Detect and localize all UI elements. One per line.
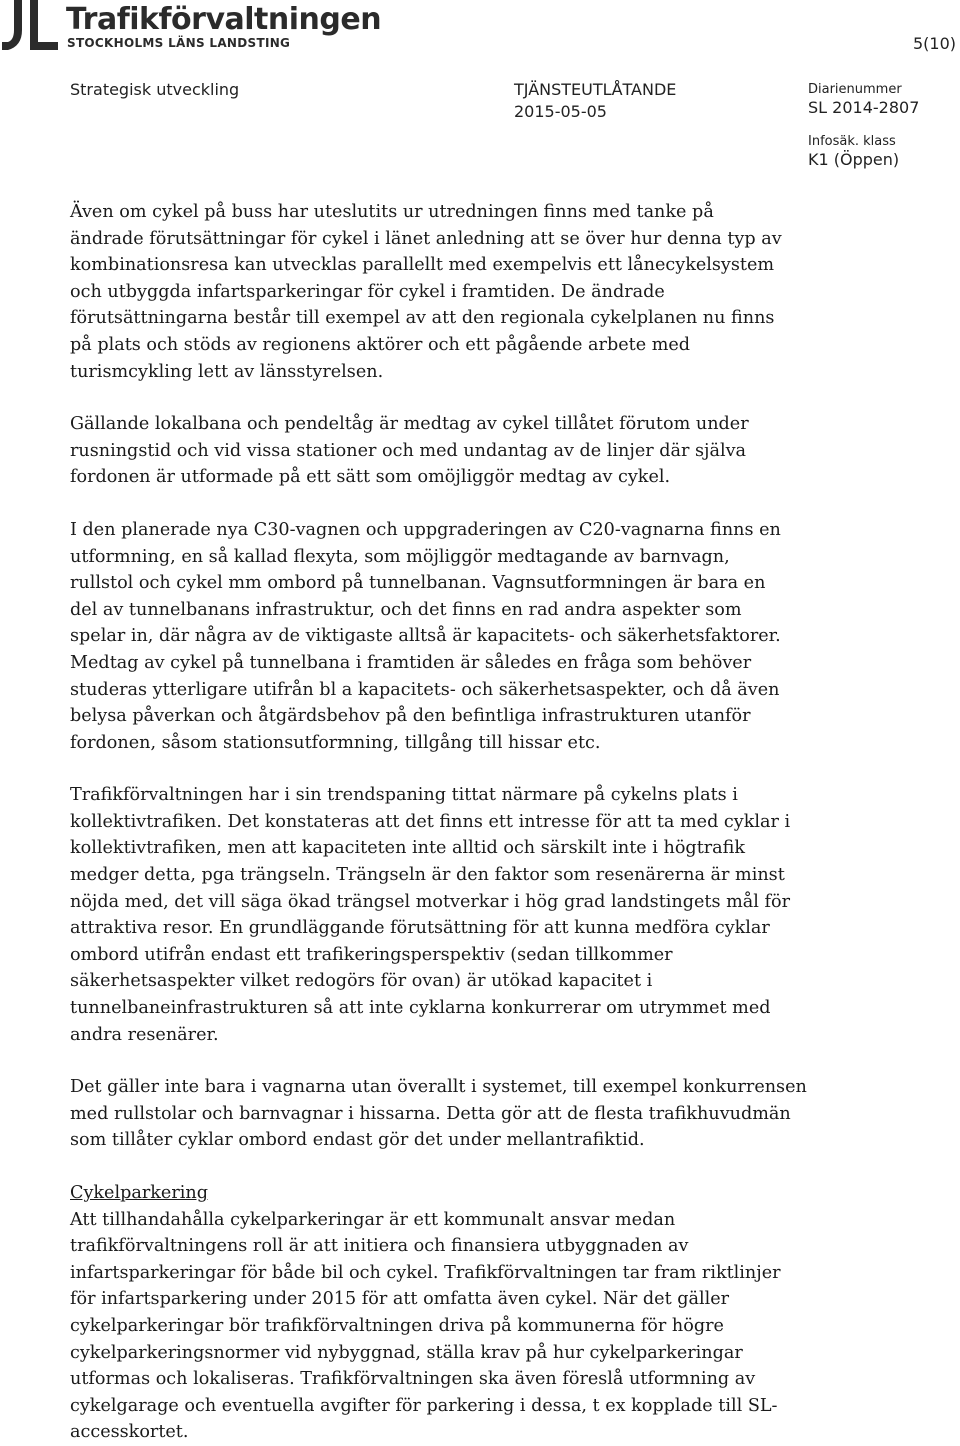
org-logo (0, 0, 382, 56)
document-body (70, 199, 830, 1446)
infosak-label: Infosäk. klass (808, 134, 896, 149)
org-subtitle: STOCKHOLMS LÄNS LANDSTING (67, 36, 291, 50)
section-cykelparkering (70, 1180, 830, 1446)
diarie-number: SL 2014-2807 (808, 98, 920, 117)
paragraph-cykel-buss: Även om cykel på buss har uteslutits ur utredningen finns med tanke på ändrade förutsättningar för cykel i länet anledning att se över hur denna typ av kombinationsresa kan utvecklas parallellt med exempelvis ett lånecykelsystem och utbyggda infartsparkeringar för cykel i framtiden. De ändrade förutsättningarna består till exempel av att den regionala cykelplanen nu finns på plats och stöds av regionens aktörer och ett pågående arbete med turismcykling lett av länsstyrelsen. (70, 202, 782, 382)
paragraph-cykelparkering: Att tillhandahålla cykelparkeringar är ett kommunalt ansvar medan trafikförvaltningens roll är att initiera och finansiera utbyggnaden av infartsparkeringar för både bil och cykel. Trafikförvaltningen tar fram riktlinjer för infartsparkering under 2015 för att omfatta även cykel. När det gäller cykelparkeringar bör trafikförvaltningen driva på kommunerna för högre cykelparkeringsnormer vid nybyggnad, ställa krav på hur cykelparkeringar utformas och lokaliseras. Trafikförvaltningen ska även föreslå utformning av cykelgarage och eventuella avgifter för parkering i dessa, t ex kopplade till SL- accesskortet. (70, 1209, 781, 1443)
department: Strategisk utveckling (70, 80, 240, 99)
page-number: 5(10) (912, 34, 956, 53)
paragraph-trendspaning: Trafikförvaltningen har i sin trendspaning tittat närmare på cykelns plats i kollektivtrafiken. Det konstateras att det finns ett intresse för att ta med cyklar i kollektivtrafiken, men att kapaciteten inte alltid och särskilt inte i högtrafik medger detta, pga trängseln. Trängseln är den faktor som resenärerna är minst nöjda med, det vill säga ökad trängsel motverkar i hög grad landstingets mål för attraktiva resor. En grundläggande förutsättning för att kunna medföra cyklar ombord utifrån endast ett trafikeringsperspektiv (sedan tillkommer säkerhetsaspekter vilket redogörs för ovan) är utökad kapacitet i tunnelbaneinfrastrukturen så att inte cyklarna konkurrerar om utrymmet med andra resenärer. (70, 785, 791, 1045)
paragraph-lokalbana: Gällande lokalbana och pendeltåg är medtag av cykel tillåtet förutom under rusningstid och vid vissa stationer och med undantag av de linjer där själva fordonen är utformade på ett sätt som omöjliggör medtag av cykel. (70, 414, 749, 488)
section-title: Cykelparkering (70, 1183, 208, 1203)
document-type: TJÄNSTEUTLÅTANDE (514, 80, 677, 99)
infosak-class: K1 (Öppen) (808, 150, 900, 169)
diarie-label: Diarienummer (808, 82, 902, 97)
logo-mark-icon (0, 0, 64, 52)
org-name: Trafikförvaltningen (66, 2, 382, 37)
document-date: 2015-05-05 (514, 102, 607, 121)
paragraph-tunnelbana: I den planerade nya C30-vagnen och uppgraderingen av C20-vagnarna finns en utformning, en så kallad flexyta, som möjliggör medtagande av barnvagn, rullstol och cykel mm ombord på tunnelbanan. Vagnsutformningen är bara en del av tunnelbanans infrastruktur, och det finns en rad andra aspekter som spelar in, där några av de viktigaste alltså är kapacitets- och säkerhetsfaktorer. Medtag av cykel på tunnelbana i framtiden är således en fråga som behöver studeras ytterligare utifrån bl a kapacitets- och säkerhetsaspekter, och då även belysa påverkan och åtgärdsbehov på den befintliga infrastrukturen utanför fordonen, såsom stationsutformning, tillgång till hissar etc. (70, 519, 781, 753)
paragraph-hissar: Det gäller inte bara i vagnarna utan överallt i systemet, till exempel konkurrensen med rullstolar och barnvagnar i hissarna. Detta gör att de flesta trafikhuvudmän som tillåter cyklar ombord endast gör det under mellantrafiktid. (70, 1077, 807, 1151)
